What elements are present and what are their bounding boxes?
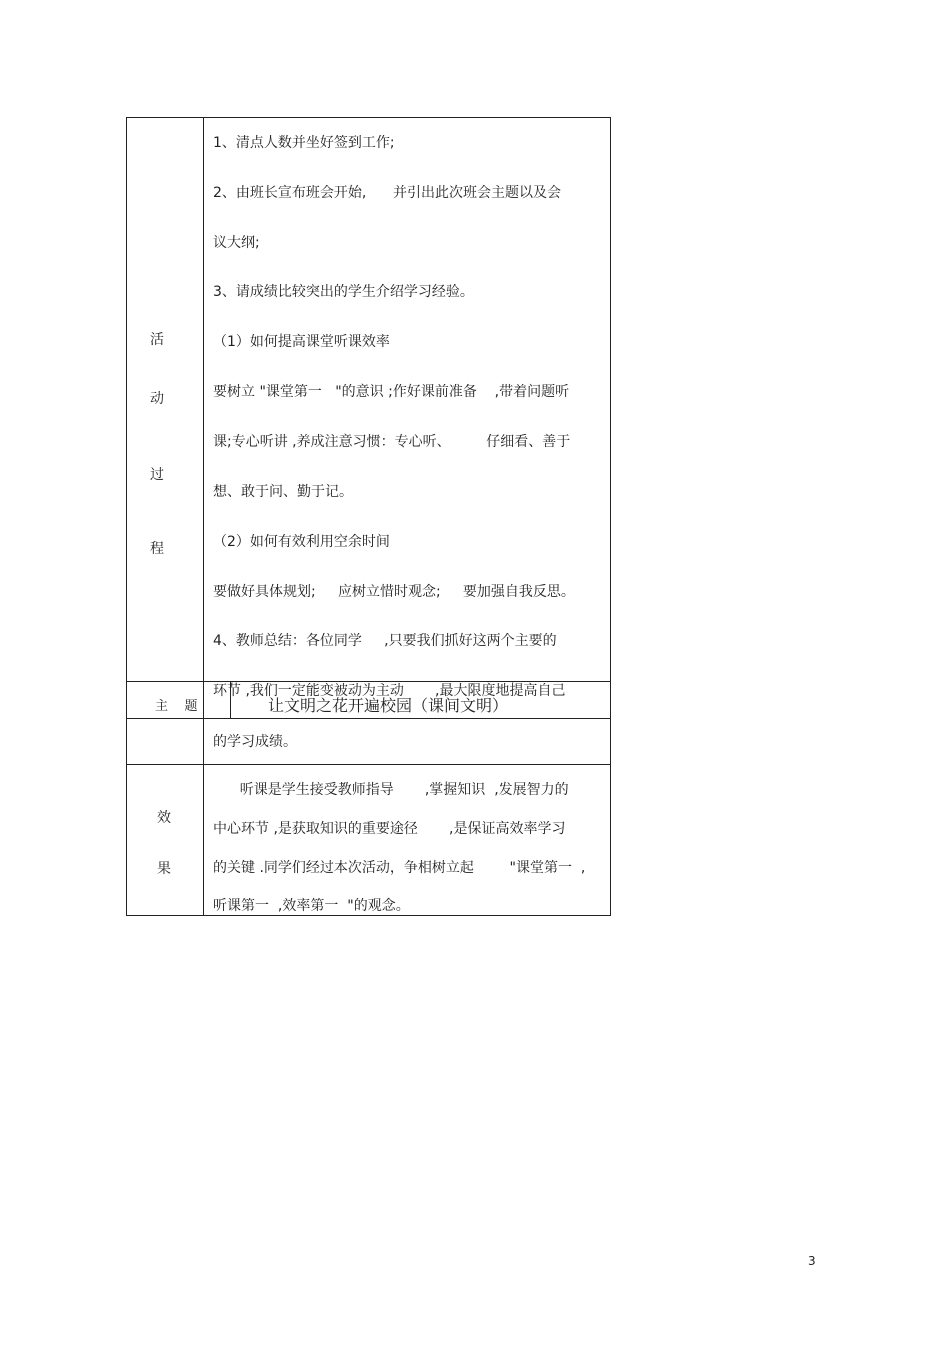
effect-label-char: 效 <box>157 810 171 826</box>
table-border-right <box>610 117 611 916</box>
table-column-divider <box>203 117 204 916</box>
process-line: 环节 ,我们一定能变被动为主动 ,最大限度地提高自己 <box>213 683 566 699</box>
process-line: 1、清点人数并坐好签到工作; <box>213 135 395 151</box>
process-line: 要做好具体规划; 应树立惜时观念; 要加强自我反思。 <box>213 584 575 600</box>
process-line: 议大纲; <box>213 235 260 251</box>
effect-line: 听课第一 ,效率第一 "的观念。 <box>213 898 410 914</box>
process-line: 课;专心听讲 ,养成注意习惯：专心听、 仔细看、善于 <box>213 434 571 450</box>
effect-line: 的关键 .同学们经过本次活动，争相树立起 "课堂第一 , <box>213 860 586 876</box>
process-line: 的学习成绩。 <box>213 734 297 750</box>
process-line: 3、请成绩比较突出的学生介绍学习经验。 <box>213 284 474 300</box>
process-line: 2、由班长宣布班会开始, 并引出此次班会主题以及会 <box>213 185 562 201</box>
table-border-bottom <box>126 915 611 916</box>
process-label-char: 过 <box>150 467 164 483</box>
process-line: （1）如何提高课堂听课效率 <box>213 334 390 350</box>
table-border-top <box>126 117 611 118</box>
process-line: （2）如何有效利用空余时间 <box>213 534 390 550</box>
process-line: 想、敢于问、勤于记。 <box>213 484 353 500</box>
row-divider-effect <box>126 764 611 765</box>
theme-label: 主 题 <box>155 699 198 714</box>
row-divider-theme-bottom <box>126 718 611 719</box>
process-label-char: 程 <box>150 541 164 557</box>
effect-label-char: 果 <box>157 861 171 877</box>
process-label-char: 活 <box>150 332 164 348</box>
effect-line: 中心环节 ,是获取知识的重要途径 ,是保证高效率学习 <box>213 821 566 837</box>
process-line: 要树立 "课堂第一 "的意识 ;作好课前准备 ,带着问题听 <box>213 384 570 400</box>
process-line: 4、教师总结：各位同学 ,只要我们抓好这两个主要的 <box>213 633 557 649</box>
page-number: 3 <box>808 1254 816 1268</box>
process-label-char: 动 <box>150 391 164 407</box>
table-border-left <box>126 117 127 916</box>
theme-title: 让文明之花开遍校园（课间文明） <box>268 696 509 715</box>
effect-line: 听课是学生接受教师指导 ,掌握知识 ,发展智力的 <box>213 782 569 798</box>
